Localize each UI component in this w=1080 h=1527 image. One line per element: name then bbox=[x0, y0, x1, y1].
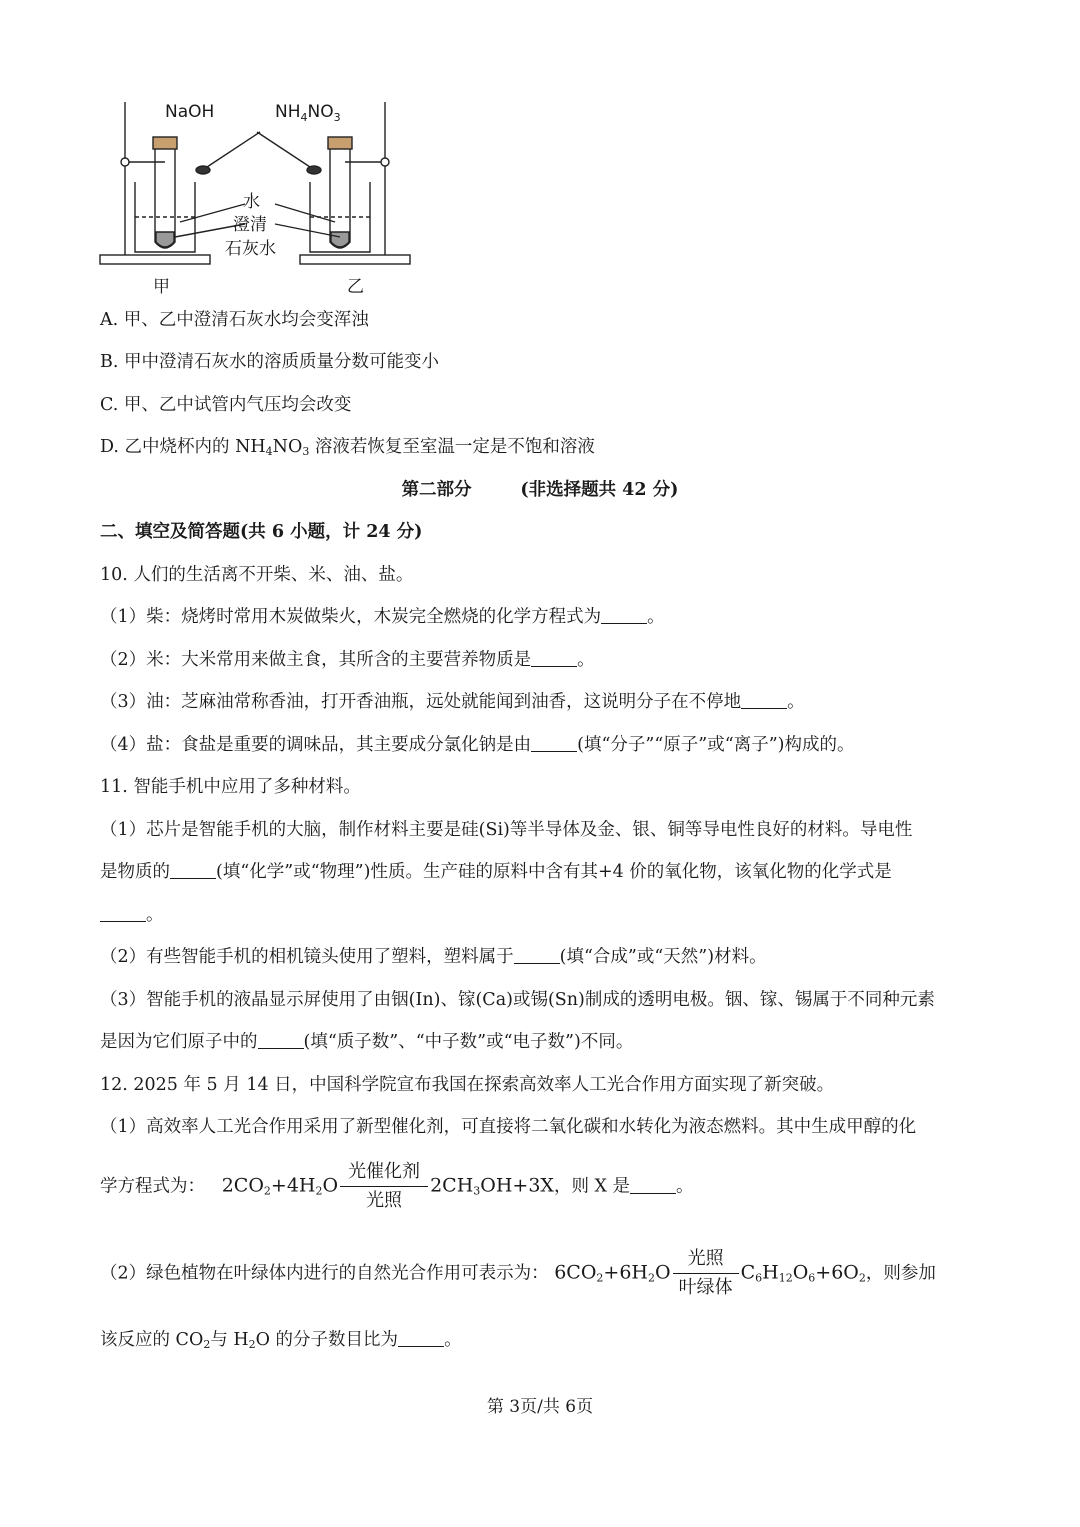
page-footer: 第 3页/共 6页 bbox=[486, 1397, 594, 1417]
q12-part1-line1: （1）高效率人工光合作用采用了新型催化剂，可直接将二氧化碳和水转化为液态燃料。其中生成甲醇的化 bbox=[100, 1117, 917, 1137]
q11-part1-line3: 。 bbox=[100, 903, 985, 927]
answer-blank bbox=[100, 905, 146, 922]
q12-stem: 12. 2025 年 5 月 14 日，中国科学院宣布我国在探索高效率人工光合作用方面实现了新突破。 bbox=[100, 1075, 835, 1095]
answer-blank bbox=[514, 947, 560, 964]
answer-blank bbox=[630, 1177, 676, 1194]
q10-part2: （2）米：大米常用来做主食，其所含的主要营养物质是 。 bbox=[100, 650, 595, 670]
label-nh4no3: $NH_4NO_3$ bbox=[275, 102, 341, 124]
q10-part4: （4）盐：食盐是重要的调味品，其主要成分氯化钠是由 (填“分子”“原子”或“离子”)构成的。 bbox=[100, 735, 855, 755]
label-limewater: 石灰水 bbox=[225, 239, 276, 259]
q10-part3: （3）油：芝麻油常称香油，打开香油瓶，远处就能闻到油香，这说明分子在不停地 。 bbox=[100, 692, 805, 712]
q11-part2: （2）有些智能手机的相机镜头使用了塑料，塑料属于 (填“合成”或“天然”)材料。 bbox=[100, 947, 767, 967]
stopper-left bbox=[153, 137, 177, 149]
answer-blank bbox=[170, 862, 216, 879]
stopper-right bbox=[328, 137, 352, 149]
experiment-figure bbox=[95, 92, 425, 302]
option-b: B. 甲中澄清石灰水的溶质质量分数可能变小 bbox=[100, 352, 439, 372]
label-jia: 甲 bbox=[153, 277, 170, 297]
stand-base-left bbox=[100, 255, 210, 264]
label-clear: 澄清 bbox=[233, 215, 267, 235]
answer-blank bbox=[258, 1032, 304, 1049]
q11-part3-line1: （3）智能手机的液晶显示屏使用了由铟(In)、镓(Ca)或锡(Sn)制成的透明电极。铟、镓、锡属于不同种元素 bbox=[100, 990, 935, 1010]
q11-part1-line2: 是物质的 (填“化学”或“物理”)性质。生产硅的原料中含有其+4 价的氧化物，该氧化物的化学式是 bbox=[100, 862, 892, 882]
option-a: A. 甲、乙中澄清石灰水均会变浑浊 bbox=[100, 310, 369, 330]
label-yi: 乙 bbox=[347, 277, 364, 297]
equation-methanol: $2CO_2+4H_2O$ $\frac{\text{光催化剂}}{\text{光照}}$ $2CH_3OH+3X$ bbox=[221, 1161, 554, 1211]
q11-part3-line2: 是因为它们原子中的 (填“质子数”、“中子数”或“电子数”)不同。 bbox=[100, 1032, 634, 1052]
answer-blank bbox=[601, 607, 647, 624]
q12-part2-line2: 该反应的 $CO_2$与 $H_2O$ 的分子数目比为 。 bbox=[100, 1330, 462, 1351]
q10-part1: （1）柴：烧烤时常用木炭做柴火，木炭完全燃烧的化学方程式为 。 bbox=[100, 607, 665, 627]
label-water: 水 bbox=[243, 192, 260, 212]
answer-blank bbox=[531, 650, 577, 667]
option-d: D. 乙中烧杯内的 $NH_4NO_3$ 溶液若恢复至室温一定是不饱和溶液 bbox=[100, 437, 595, 458]
q10-stem: 10. 人们的生活离不开柴、米、油、盐。 bbox=[100, 565, 414, 585]
label-naoh: NaOH bbox=[165, 102, 215, 122]
q12-part2-line1: （2）绿色植物在叶绿体内进行的自然光合作用可表示为： $6CO_2+6H_2O$ $\frac{\text{光照}}{\text{叶绿体}}$ $C_6H_{12}O_6+6O_2$，则参加 bbox=[100, 1245, 985, 1302]
option-c: C. 甲、乙中试管内气压均会改变 bbox=[100, 395, 352, 415]
answer-blank bbox=[398, 1330, 444, 1347]
q11-part1-line1: （1）芯片是智能手机的大脑，制作材料主要是硅(Si)等半导体及金、银、铜等导电性良好的材料。导电性 bbox=[100, 820, 913, 840]
q12-part1-line2: 学方程式为： $2CO_2+4H_2O$ $\frac{\text{光催化剂}}{\text{光照}}$ $2CH_3OH+3X$，则 X 是 。 bbox=[100, 1158, 985, 1215]
stand-base-right bbox=[300, 255, 410, 264]
answer-blank bbox=[741, 692, 787, 709]
section2-heading: 二、填空及简答题(共 6 小题，计 24 分) bbox=[100, 522, 423, 542]
equation-photosynthesis: $6CO_2+6H_2O$ $\frac{\text{光照}}{\text{叶绿体}}$ $C_6H_{12}O_6+6O_2$ bbox=[554, 1248, 866, 1298]
part2-heading: 第二部分 (非选择题共 42 分) bbox=[401, 480, 679, 500]
answer-blank bbox=[531, 735, 577, 752]
q11-stem: 11. 智能手机中应用了多种材料。 bbox=[100, 777, 361, 797]
